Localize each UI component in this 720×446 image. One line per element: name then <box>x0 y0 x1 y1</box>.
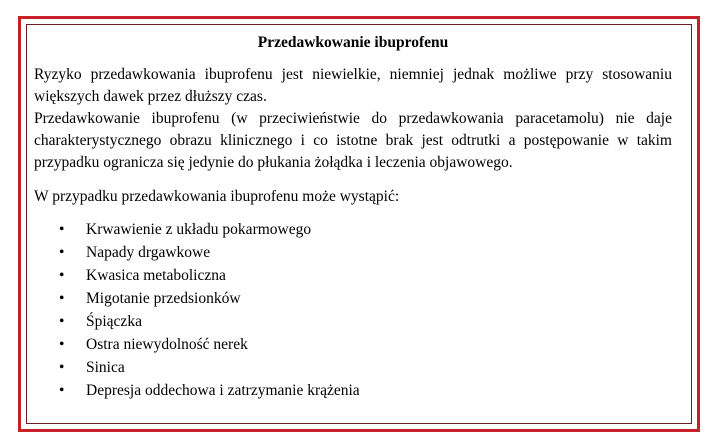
list-item <box>34 310 672 333</box>
bullet-icon: • <box>59 267 65 284</box>
list-item-label: Sinica <box>86 359 125 376</box>
list-item-label: Napady drgawkowe <box>86 244 211 261</box>
list-item-label: Krwawienie z układu pokarmowego <box>86 221 312 238</box>
list-item <box>34 287 672 310</box>
list-item <box>34 356 672 379</box>
bullet-icon: • <box>59 221 65 238</box>
bullet-icon: • <box>59 382 65 399</box>
box-title: Przedawkowanie ibuprofenu <box>257 34 449 51</box>
list-item <box>34 218 672 241</box>
list-item-label: Kwasica metaboliczna <box>86 267 226 284</box>
paragraph-overdose-risk: Ryzyko przedawkowania ibuprofenu jest niewielkie, niemniej jednak możliwe przy stosowaniu większych dawek przez dłuższy czas. <box>34 66 672 105</box>
list-item <box>34 379 672 402</box>
list-item-label: Ostra niewydolność nerek <box>86 336 248 353</box>
list-item <box>34 264 672 287</box>
list-item <box>34 333 672 356</box>
list-item-label: Depresja oddechowa i zatrzymanie krążenia <box>86 382 360 399</box>
bullet-icon: • <box>59 313 65 330</box>
list-item <box>34 241 672 264</box>
symptom-list <box>34 218 672 402</box>
list-item-label: Migotanie przedsionków <box>86 290 241 307</box>
list-intro: W przypadku przedawkowania ibuprofenu może wystąpić: <box>34 188 400 205</box>
bullet-icon: • <box>59 336 65 353</box>
bullet-icon: • <box>59 244 65 261</box>
bullet-icon: • <box>59 359 65 376</box>
list-item-label: Śpiączka <box>86 313 142 330</box>
info-box <box>34 32 672 402</box>
paragraph-clinical-picture: Przedawkowanie ibuprofenu (w przeciwieństwie do przedawkowania paracetamolu) nie daje charakterystycznego obrazu klinicznego i co istotne brak jest odtrutki a postępowanie w takim przypadku ogranicza się jedynie do płukania żołądka i leczenia objawowego. <box>34 110 672 171</box>
bullet-icon: • <box>59 290 65 307</box>
